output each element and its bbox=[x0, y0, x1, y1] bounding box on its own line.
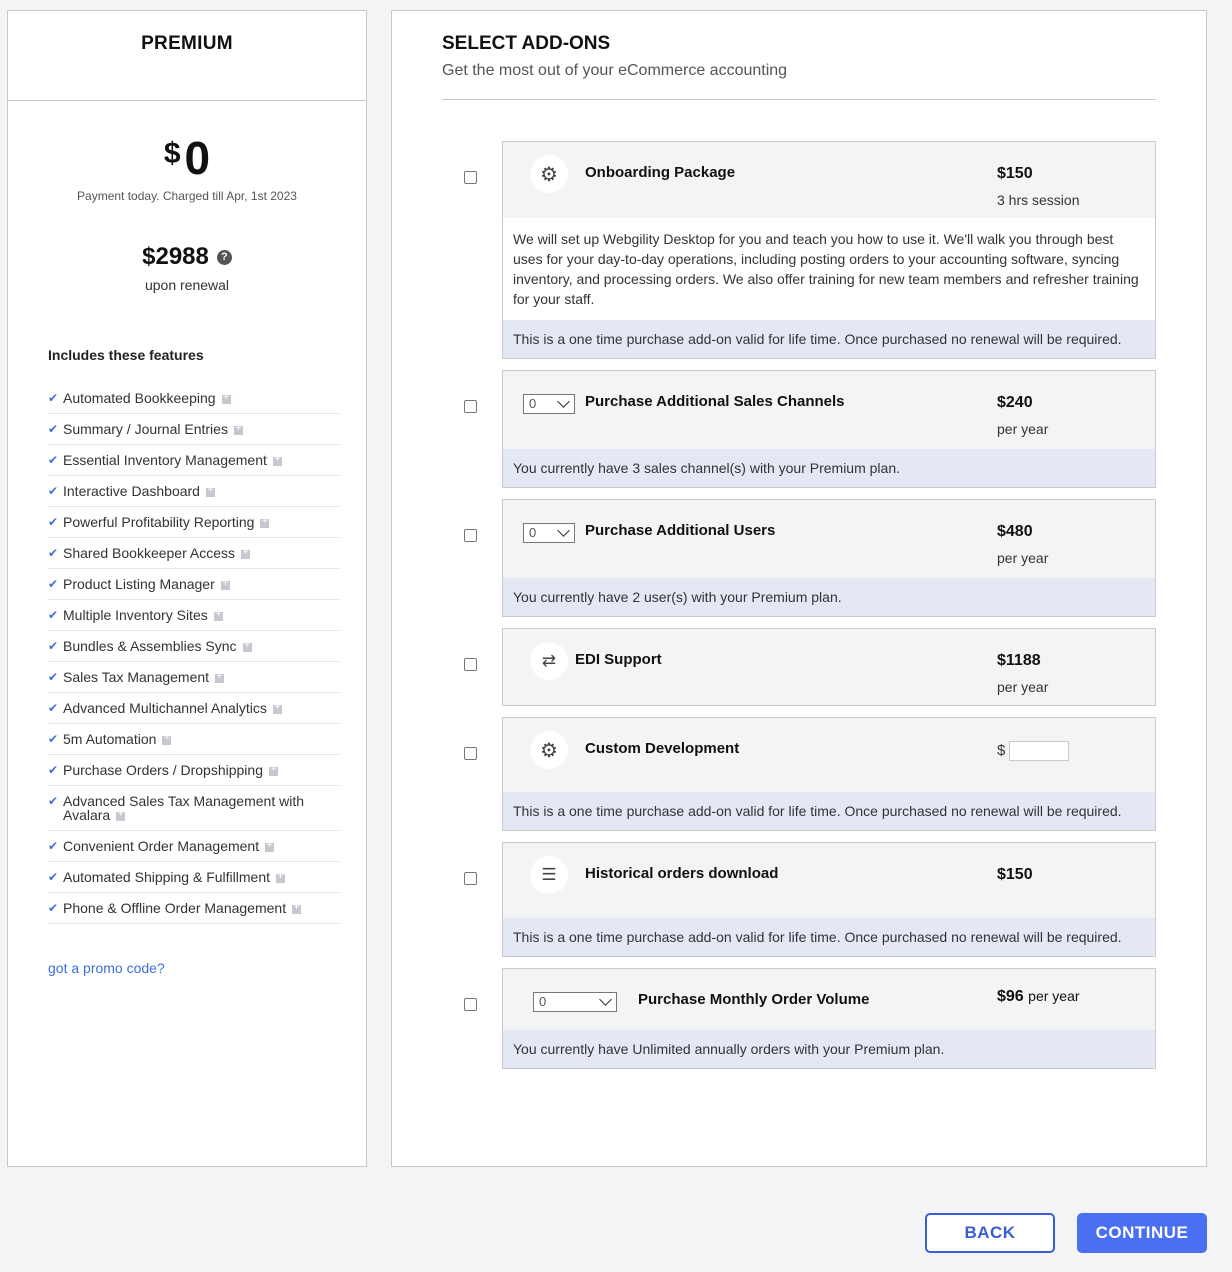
gear-icon: ⚙ bbox=[530, 155, 568, 193]
users-checkbox[interactable] bbox=[464, 529, 477, 542]
today-amount: 0 bbox=[184, 132, 211, 184]
custom-dev-checkbox[interactable] bbox=[464, 747, 477, 760]
feature-item: ✔ Powerful Profitability Reporting+ bbox=[48, 507, 340, 538]
order-volume-title: Purchase Monthly Order Volume bbox=[638, 991, 870, 1008]
divider bbox=[442, 99, 1156, 100]
order-volume-qty-select[interactable]: 0 bbox=[533, 992, 617, 1012]
feature-item: ✔ Summary / Journal Entries+ bbox=[48, 414, 340, 445]
check-icon: ✔ bbox=[48, 577, 59, 591]
check-icon: ✔ bbox=[48, 732, 59, 746]
edi-period: per year bbox=[997, 679, 1049, 695]
chevron-down-icon bbox=[557, 524, 570, 537]
users-title: Purchase Additional Users bbox=[585, 522, 776, 539]
edi-checkbox[interactable] bbox=[464, 658, 477, 671]
chevron-down-icon bbox=[599, 993, 612, 1006]
sales-channels-card bbox=[502, 370, 1156, 488]
expand-icon[interactable] bbox=[241, 550, 250, 559]
check-icon: ✔ bbox=[48, 870, 59, 884]
users-card bbox=[502, 499, 1156, 617]
historical-price: $150 bbox=[997, 866, 1033, 883]
addons-panel bbox=[391, 10, 1207, 1167]
expand-icon[interactable] bbox=[243, 643, 252, 652]
gear-icon: ⚙ bbox=[530, 731, 568, 769]
renewal-price: $2988 bbox=[142, 243, 209, 270]
check-icon: ✔ bbox=[48, 391, 59, 405]
edi-transfer-icon: ⇄ bbox=[530, 642, 568, 680]
expand-icon[interactable] bbox=[273, 705, 282, 714]
onboarding-price: $150 bbox=[997, 165, 1033, 182]
users-qty-select[interactable]: 0 bbox=[523, 523, 575, 543]
users-period: per year bbox=[997, 550, 1049, 566]
renewal-block bbox=[8, 243, 366, 293]
custom-dev-currency: $ bbox=[997, 742, 1006, 759]
custom-dev-card bbox=[502, 717, 1156, 831]
feature-item: ✔ Product Listing Manager+ bbox=[48, 569, 340, 600]
onboarding-title: Onboarding Package bbox=[585, 164, 736, 181]
order-volume-price: $96 bbox=[997, 988, 1024, 1005]
download-list-icon: ☰ bbox=[530, 856, 568, 894]
check-icon: ✔ bbox=[48, 639, 59, 653]
expand-icon[interactable] bbox=[234, 426, 243, 435]
feature-item: ✔ Automated Shipping & Fulfillment+ bbox=[48, 862, 340, 893]
feature-item: ✔ Advanced Sales Tax Management with Avalara+ bbox=[48, 786, 340, 831]
expand-icon[interactable] bbox=[214, 612, 223, 621]
sales-channels-qty-select[interactable]: 0 bbox=[523, 394, 575, 414]
feature-item: ✔ Interactive Dashboard+ bbox=[48, 476, 340, 507]
feature-list bbox=[48, 383, 340, 924]
check-icon: ✔ bbox=[48, 839, 59, 853]
sales-channels-price: $240 bbox=[997, 394, 1033, 411]
features-title: Includes these features bbox=[48, 347, 204, 363]
historical-card bbox=[502, 842, 1156, 957]
check-icon: ✔ bbox=[48, 453, 59, 467]
renewal-label: upon renewal bbox=[144, 277, 230, 293]
custom-dev-title: Custom Development bbox=[585, 740, 740, 757]
onboarding-period: 3 hrs session bbox=[997, 192, 1080, 208]
currency-symbol: $ bbox=[163, 137, 181, 170]
order-volume-card bbox=[502, 968, 1156, 1069]
users-note: You currently have 2 user(s) with your Premium plan. bbox=[503, 578, 1155, 616]
feature-item: ✔ 5m Automation+ bbox=[48, 724, 340, 755]
onboarding-note: This is a one time purchase add-on valid for life time. Once purchased no renewal will be required. bbox=[503, 320, 1155, 358]
edi-price: $1188 bbox=[997, 652, 1041, 669]
expand-icon[interactable] bbox=[292, 905, 301, 914]
order-volume-checkbox[interactable] bbox=[464, 998, 477, 1011]
plan-name: PREMIUM bbox=[141, 33, 233, 54]
expand-icon[interactable] bbox=[269, 767, 278, 776]
feature-item: ✔ Multiple Inventory Sites+ bbox=[48, 600, 340, 631]
expand-icon[interactable] bbox=[221, 581, 230, 590]
payment-note: Payment today. Charged till Apr, 1st 2023 bbox=[77, 189, 297, 203]
today-price bbox=[8, 132, 366, 203]
expand-icon[interactable] bbox=[222, 395, 231, 404]
order-volume-period: per year bbox=[1028, 988, 1080, 1004]
expand-icon[interactable] bbox=[162, 736, 171, 745]
continue-button[interactable]: CONTINUE bbox=[1077, 1213, 1207, 1253]
expand-icon[interactable] bbox=[206, 488, 215, 497]
feature-item: ✔ Phone & Offline Order Management+ bbox=[48, 893, 340, 924]
back-button[interactable]: BACK bbox=[925, 1213, 1055, 1253]
expand-icon[interactable] bbox=[215, 674, 224, 683]
feature-item: ✔ Sales Tax Management+ bbox=[48, 662, 340, 693]
historical-title: Historical orders download bbox=[585, 865, 779, 882]
sales-channels-title: Purchase Additional Sales Channels bbox=[585, 393, 845, 410]
feature-item: ✔ Purchase Orders / Dropshipping+ bbox=[48, 755, 340, 786]
check-icon: ✔ bbox=[48, 422, 59, 436]
historical-note: This is a one time purchase add-on valid for life time. Once purchased no renewal will be required. bbox=[503, 918, 1155, 956]
plan-header bbox=[8, 11, 366, 101]
check-icon: ✔ bbox=[48, 546, 59, 560]
custom-dev-amount-input[interactable] bbox=[1009, 741, 1069, 761]
feature-item: ✔ Bundles & Assemblies Sync+ bbox=[48, 631, 340, 662]
expand-icon[interactable] bbox=[276, 874, 285, 883]
onboarding-description: We will set up Webgility Desktop for you and teach you how to use it. We'll walk you through best uses for your day-to-day operations, including posting orders to your accounting software, syncing inventory, and processing orders. We also offer training for new team members and refresher training for your staff. bbox=[513, 231, 1139, 307]
promo-code-link[interactable]: got a promo code? bbox=[48, 960, 165, 976]
order-volume-note: You currently have Unlimited annually orders with your Premium plan. bbox=[503, 1030, 1155, 1068]
check-icon: ✔ bbox=[48, 701, 59, 715]
check-icon: ✔ bbox=[48, 763, 59, 777]
sales-channels-checkbox[interactable] bbox=[464, 400, 477, 413]
edi-card bbox=[502, 628, 1156, 706]
addons-title: SELECT ADD-ONS bbox=[442, 33, 611, 54]
onboarding-checkbox[interactable] bbox=[464, 171, 477, 184]
check-icon: ✔ bbox=[48, 901, 59, 915]
historical-checkbox[interactable] bbox=[464, 872, 477, 885]
sales-channels-note: You currently have 3 sales channel(s) with your Premium plan. bbox=[503, 449, 1155, 487]
check-icon: ✔ bbox=[48, 608, 59, 622]
users-price: $480 bbox=[997, 523, 1033, 540]
chevron-down-icon bbox=[557, 395, 570, 408]
custom-dev-note: This is a one time purchase add-on valid for life time. Once purchased no renewal will be required. bbox=[503, 792, 1155, 830]
feature-item: ✔ Advanced Multichannel Analytics+ bbox=[48, 693, 340, 724]
expand-icon[interactable] bbox=[116, 812, 125, 821]
check-icon: ✔ bbox=[48, 484, 59, 498]
expand-icon[interactable] bbox=[260, 519, 269, 528]
expand-icon[interactable] bbox=[265, 843, 274, 852]
check-icon: ✔ bbox=[48, 794, 59, 808]
feature-item: ✔ Automated Bookkeeping+ bbox=[48, 383, 340, 414]
sales-channels-period: per year bbox=[997, 421, 1049, 437]
expand-icon[interactable] bbox=[273, 457, 282, 466]
feature-item: ✔ Essential Inventory Management+ bbox=[48, 445, 340, 476]
check-icon: ✔ bbox=[48, 670, 59, 684]
addons-subtitle: Get the most out of your eCommerce accounting bbox=[442, 62, 788, 79]
plan-summary-panel bbox=[7, 10, 367, 1167]
onboarding-card bbox=[502, 141, 1156, 359]
feature-item: ✔ Shared Bookkeeper Access+ bbox=[48, 538, 340, 569]
question-icon[interactable]: ? bbox=[217, 250, 232, 265]
feature-item: ✔ Convenient Order Management+ bbox=[48, 831, 340, 862]
edi-title: EDI Support bbox=[575, 651, 662, 668]
check-icon: ✔ bbox=[48, 515, 59, 529]
